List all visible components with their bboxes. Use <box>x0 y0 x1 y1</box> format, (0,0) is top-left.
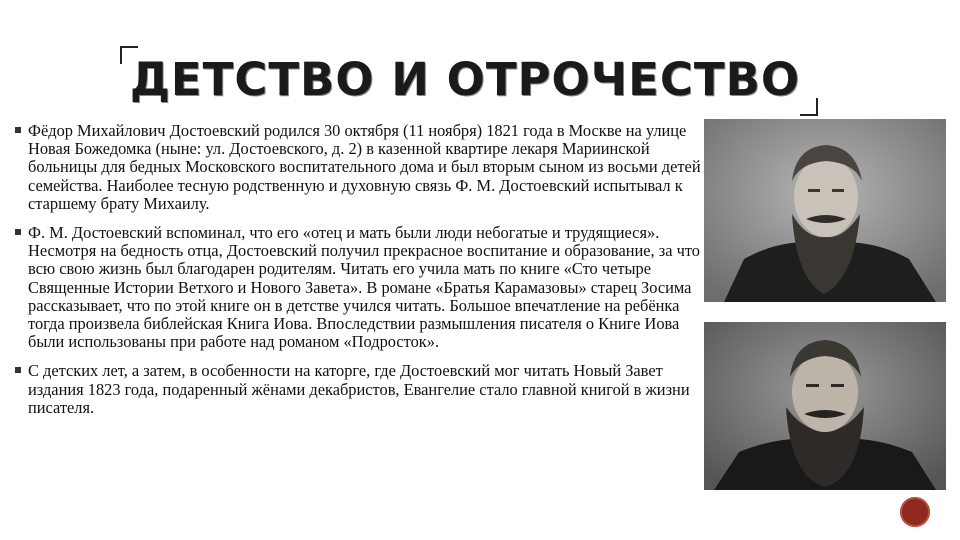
portrait-photo-1 <box>704 119 946 302</box>
bullet-square-icon <box>15 367 21 373</box>
bullet-text: Ф. М. Достоевский вспоминал, что его «отец и мать были люди небогатые и трудящиеся». Несмотря на бедность отца, Достоевский получил прекрасное воспитание и образование, за что всю свою жизнь был благодарен родителям. Читать его учила мать по книге «Сто четыре Священные Истории Ветхого и Нового Завета». В романе «Братья Карамазовы» старец Зосима рассказывает, что по этой книге он в детстве учился читать. Большое впечатление на ребёнка тогда произвела библейская Книга Иова. Впоследствии размышления писателя о Книге Иова были использованы при работе над романом «Подросток». <box>28 223 700 352</box>
bullet-square-icon <box>15 127 21 133</box>
bullet-item <box>14 122 704 213</box>
bullet-text: С детских лет, а затем, в особенности на каторге, где Достоевский мог читать Новый Завет издания 1823 года, подаренный жёнами декабристов, Евангелие стало главной книгой в жизни писателя. <box>28 361 690 417</box>
bullet-item <box>14 224 704 351</box>
portrait-image <box>704 322 946 490</box>
bullet-list <box>14 122 704 428</box>
portrait-image <box>704 119 946 302</box>
bullet-square-icon <box>15 229 21 235</box>
slide-badge-icon <box>900 497 930 527</box>
bullet-text: Фёдор Михайлович Достоевский родился 30 октября (11 ноября) 1821 года в Москве на улице Новая Божедомка (ныне: ул. Достоевского, д. 2) в казенной квартире лекаря Мариинской больницы для бедных Московского воспитательного дома и был вторым сыном из восьми детей семейства. Наиболее тесную родственную и духовную связь Ф. М. Достоевский испытывал к старшему брату Михаилу. <box>28 121 701 213</box>
bullet-item <box>14 362 704 417</box>
portrait-photo-2 <box>704 322 946 490</box>
slide-title: ДЕТСТВО И ОТРОЧЕСТВО <box>129 53 801 106</box>
